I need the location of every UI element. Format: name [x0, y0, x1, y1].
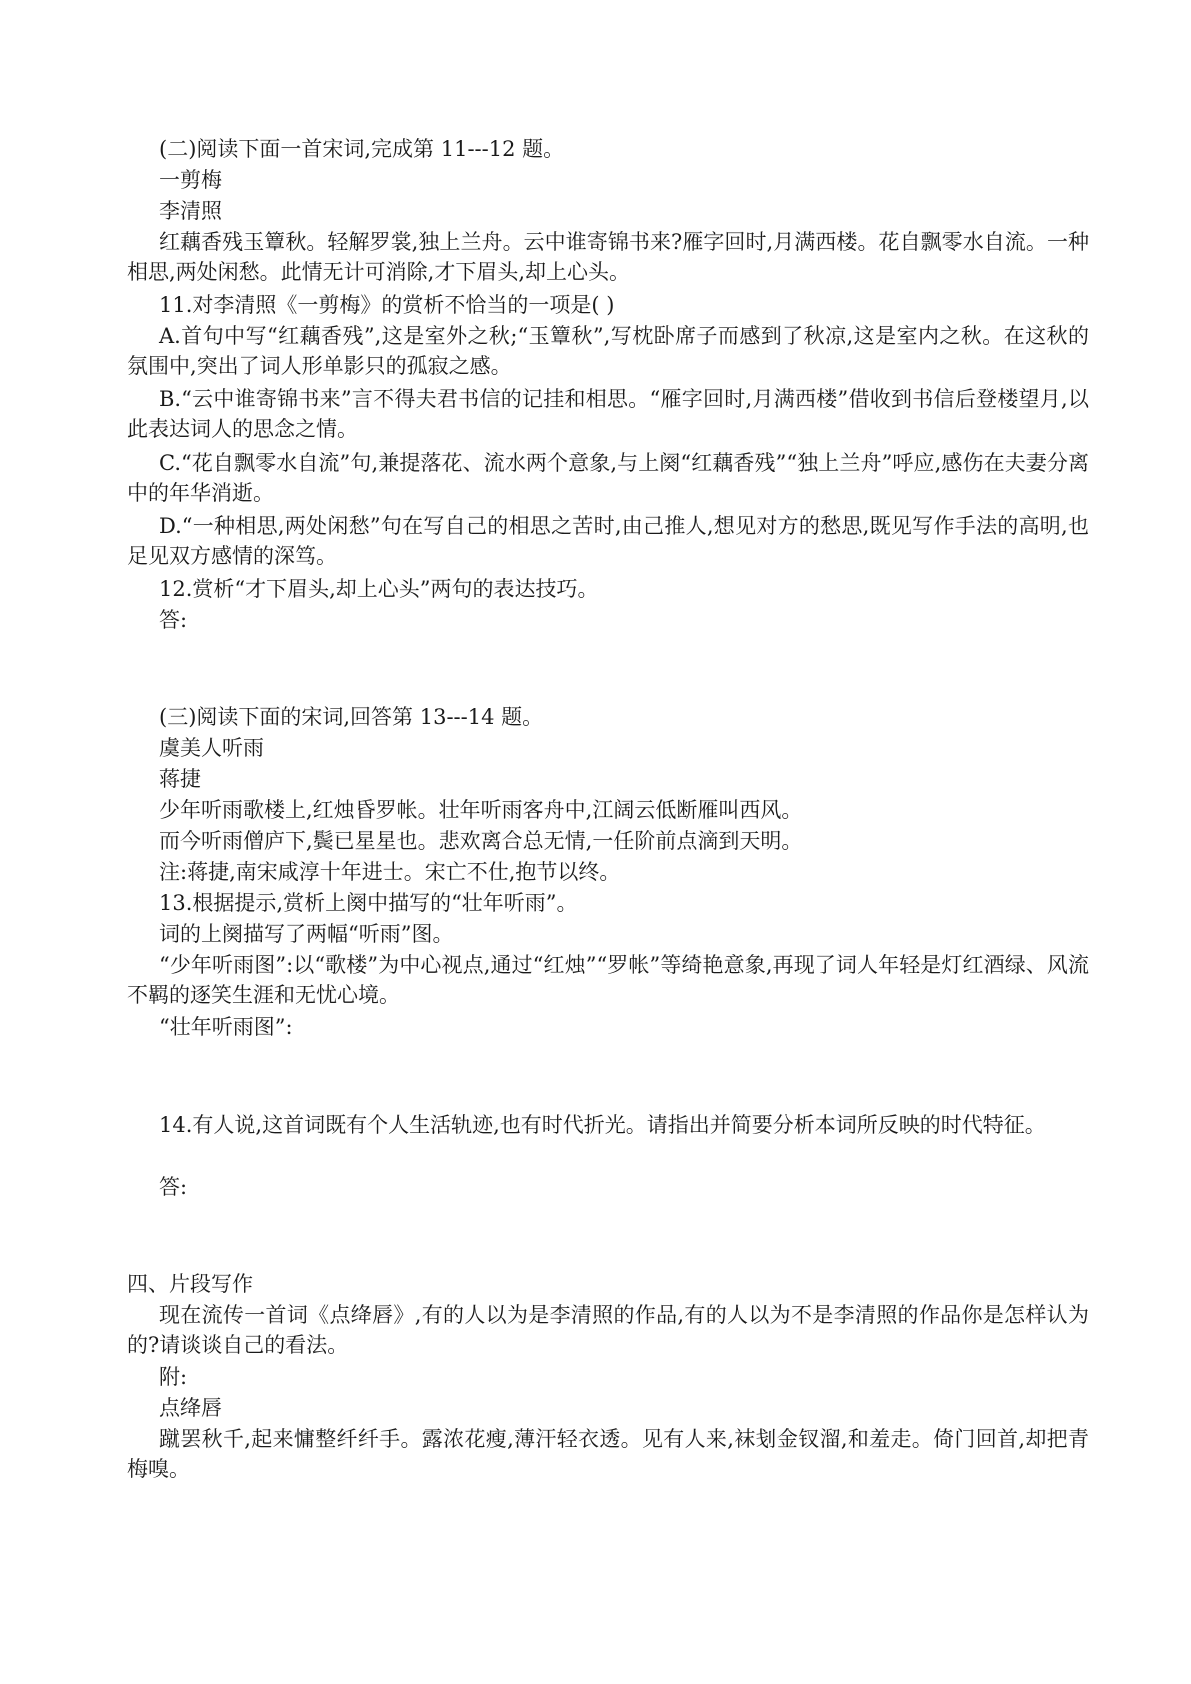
answer-label-14: 答:: [159, 1175, 188, 1199]
poem1-title: 一剪梅: [159, 168, 222, 192]
appendix-label: 附:: [159, 1365, 188, 1389]
section2-heading: (二)阅读下面一首宋词,完成第 11---12 题。: [159, 137, 565, 161]
section4-heading: 四、片段写作: [127, 1272, 253, 1296]
poem2-line1: 少年听雨歌楼上,红烛昏罗帐。壮年听雨客舟中,江阔云低断雁叫西风。: [159, 798, 803, 822]
q13-prime-scene: “壮年听雨图”:: [159, 1015, 293, 1039]
option-b: B.“云中谁寄锦书来”言不得夫君书信的记挂和相思。“雁字回时,月满西楼”借收到书信后登楼望月,以此表达词人的思念之情。: [127, 387, 1089, 441]
poem1-text: 红藕香残玉簟秋。轻解罗裳,独上兰舟。云中谁寄锦书来?雁字回时,月满西楼。花自飘零水自流。一种相思,两处闲愁。此情无计可消除,才下眉头,却上心头。: [127, 230, 1089, 284]
poem2-line2: 而今听雨僧庐下,鬓已星星也。悲欢离合总无情,一任阶前点滴到天明。: [159, 829, 803, 853]
q13-youth-scene: “少年听雨图”:以“歌楼”为中心视点,通过“红烛”“罗帐”等绮艳意象,再现了词人年轻是灯红酒绿、风流不羁的逐笑生涯和无忧心境。: [127, 953, 1089, 1007]
poem2-note: 注:蒋捷,南宋咸淳十年进士。宋亡不仕,抱节以终。: [159, 860, 621, 884]
section3-heading: (三)阅读下面的宋词,回答第 13---14 题。: [159, 705, 544, 729]
q13-intro: 词的上阕描写了两幅“听雨”图。: [159, 922, 454, 946]
question-12: 12.赏析“才下眉头,却上心头”两句的表达技巧。: [159, 577, 599, 601]
poem2-author: 蒋捷: [159, 767, 201, 791]
question-14: 14.有人说,这首词既有个人生活轨迹,也有时代折光。请指出并简要分析本词所反映的时代特征。: [159, 1113, 1046, 1137]
option-d: D.“一种相思,两处闲愁”句在写自己的相思之苦时,由己推人,想见对方的愁思,既见写作手法的高明,也足见双方感情的深笃。: [127, 514, 1089, 568]
poem2-title: 虞美人听雨: [159, 736, 264, 760]
option-c: C.“花自飘零水自流”句,兼提落花、流水两个意象,与上阕“红藕香残”“独上兰舟”呼应,感伤在夫妻分离中的年华消逝。: [127, 451, 1089, 505]
answer-label-12: 答:: [159, 608, 188, 632]
question-11: 11.对李清照《一剪梅》的赏析不恰当的一项是( ): [159, 293, 615, 317]
poem3-text: 蹴罢秋千,起来慵整纤纤手。露浓花瘦,薄汗轻衣透。见有人来,袜刬金钗溜,和羞走。倚门回首,却把青梅嗅。: [127, 1427, 1089, 1481]
poem3-title: 点绛唇: [159, 1396, 222, 1420]
option-a: A.首句中写“红藕香残”,这是室外之秋;“玉簟秋”,写枕卧席子而感到了秋凉,这是室内之秋。在这秋的氛围中,突出了词人形单影只的孤寂之感。: [127, 324, 1089, 378]
writing-prompt: 现在流传一首词《点绛唇》,有的人以为是李清照的作品,有的人以为不是李清照的作品你是怎样认为的?请谈谈自己的看法。: [127, 1303, 1089, 1357]
question-13: 13.根据提示,赏析上阕中描写的“壮年听雨”。: [159, 891, 578, 915]
poem1-author: 李清照: [159, 199, 222, 223]
